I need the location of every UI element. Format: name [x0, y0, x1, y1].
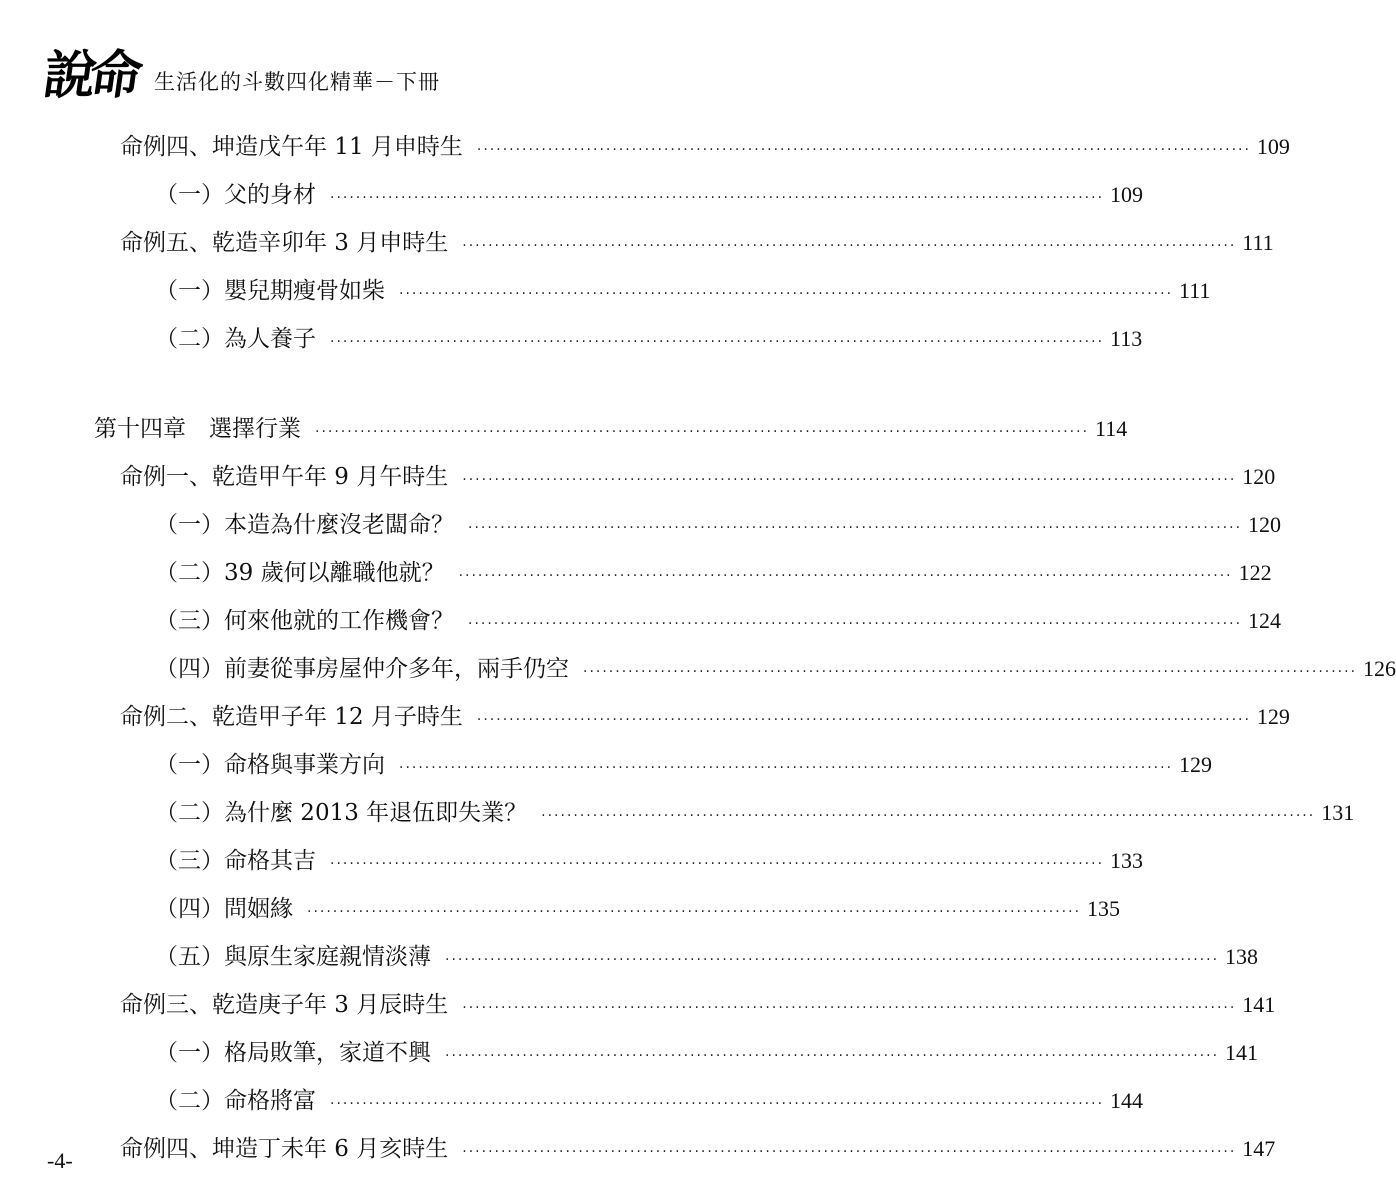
- toc-leader-dots: ························································································································: [468, 520, 1243, 536]
- toc-leader-dots: ························································································································: [445, 952, 1220, 968]
- toc-entry: [155, 650, 1396, 684]
- toc-entry-title: （三）何來他就的工作機會？: [155, 608, 454, 634]
- toc-entry-page: 135: [1087, 896, 1121, 921]
- toc-entry: [120, 698, 1290, 732]
- toc-entry-title: 命例四、坤造丁未年 6 月亥時生: [120, 1136, 449, 1162]
- toc-entry-title: （二）為人養子: [155, 326, 316, 352]
- page-header: [39, 22, 441, 106]
- toc-leader-dots: ························································································································: [476, 712, 1251, 728]
- toc-entry-page: 126: [1363, 656, 1396, 681]
- toc-leader-dots: ························································································································: [476, 142, 1251, 158]
- toc-entry-title: （四）前妻從事房屋仲介多年，兩手仍空: [155, 656, 569, 682]
- toc-entry: [155, 554, 1272, 588]
- toc-entry-title: （二）39 歲何以離職他就？: [155, 560, 445, 586]
- toc-leader-dots: ························································································································: [399, 286, 1174, 302]
- toc-entry: [155, 602, 1282, 636]
- toc-entry: [155, 938, 1259, 972]
- toc-leader-dots: ························································································································: [462, 1000, 1237, 1016]
- toc-entry-title: 命例五、乾造辛卯年 3 月申時生: [120, 230, 449, 256]
- toc-entry: [120, 128, 1290, 162]
- toc-entry-title: （四）問姻緣: [155, 896, 293, 922]
- toc-entry: [155, 506, 1282, 540]
- toc-entry-page: 109: [1110, 182, 1144, 207]
- toc-leader-dots: ························································································································: [399, 760, 1174, 776]
- toc-entry: [155, 746, 1213, 780]
- toc-leader-dots: ························································································································: [462, 472, 1237, 488]
- toc-entry-page: 109: [1256, 134, 1290, 159]
- toc-entry-page: 141: [1225, 1040, 1259, 1065]
- toc-entry-page: 129: [1256, 704, 1290, 729]
- toc-entry-page: 147: [1242, 1136, 1276, 1161]
- toc-entry: [94, 410, 1128, 444]
- toc-entry-title: （二）為什麼 2013 年退伍即失業？: [155, 800, 528, 826]
- toc-entry: [155, 890, 1121, 924]
- toc-entry-page: 133: [1110, 848, 1144, 873]
- toc-entry-title: （五）與原生家庭親情淡薄: [155, 944, 431, 970]
- toc-leader-dots: ························································································································: [445, 1048, 1220, 1064]
- toc-leader-dots: ························································································································: [330, 334, 1105, 350]
- toc-entry-title: （一）父的身材: [155, 182, 316, 208]
- toc-entry-title: （一）格局敗筆，家道不興: [155, 1040, 431, 1066]
- toc-entry-page: 122: [1238, 560, 1272, 585]
- toc-leader-dots: ························································································································: [583, 664, 1358, 680]
- toc-entry-page: 120: [1248, 512, 1282, 537]
- book-subtitle: 生活化的斗數四化精華－下冊: [154, 70, 441, 94]
- toc-leader-dots: ························································································································: [330, 856, 1105, 872]
- toc-entry-page: 141: [1242, 992, 1276, 1017]
- toc-entry-page: 114: [1095, 416, 1128, 441]
- toc-entry: [155, 794, 1355, 828]
- toc-leader-dots: ························································································································: [468, 616, 1243, 632]
- toc-entry-page: 111: [1242, 230, 1274, 255]
- toc-leader-dots: ························································································································: [315, 424, 1090, 440]
- toc-entry-page: 144: [1110, 1088, 1144, 1113]
- toc-entry: [120, 986, 1276, 1020]
- toc-entry: [120, 458, 1276, 492]
- toc-entry-title: （一）命格與事業方向: [155, 752, 385, 778]
- toc-leader-dots: ························································································································: [458, 568, 1233, 584]
- toc-entry-page: 113: [1110, 326, 1143, 351]
- book-logo: 說命: [39, 45, 141, 106]
- toc-entry-title: （二）命格將富: [155, 1088, 316, 1114]
- toc-leader-dots: ························································································································: [462, 238, 1237, 254]
- toc-entry: [155, 176, 1144, 210]
- toc-leader-dots: ························································································································: [330, 1096, 1105, 1112]
- toc-leader-dots: ························································································································: [307, 904, 1082, 920]
- toc-entry: [120, 1130, 1276, 1164]
- toc-entry-page: 124: [1248, 608, 1282, 633]
- toc-entry: [155, 842, 1144, 876]
- toc-entry-title: 命例四、坤造戊午年 11 月申時生: [120, 134, 463, 160]
- toc-entry-title: （三）命格其吉: [155, 848, 316, 874]
- toc-leader-dots: ························································································································: [330, 190, 1105, 206]
- toc-entry-page: 120: [1242, 464, 1276, 489]
- toc-entry-page: 131: [1321, 800, 1355, 825]
- toc-entry-title: 命例一、乾造甲午年 9 月午時生: [120, 464, 449, 490]
- toc-entry: [155, 272, 1211, 306]
- toc-leader-dots: ························································································································: [541, 808, 1316, 824]
- toc-entry-page: 138: [1225, 944, 1259, 969]
- toc-entry-title: （一）本造為什麼沒老闆命？: [155, 512, 454, 538]
- toc-entry: [120, 224, 1274, 258]
- page-number: -4-: [47, 1148, 73, 1173]
- toc-entry: [155, 1034, 1259, 1068]
- toc-entry-title: 第十四章 選擇行業: [94, 416, 301, 442]
- toc-entry-title: （一）嬰兒期瘦骨如柴: [155, 278, 385, 304]
- toc-entry-title: 命例二、乾造甲子年 12 月子時生: [120, 704, 463, 730]
- toc-entry: [155, 320, 1143, 354]
- toc-leader-dots: ························································································································: [462, 1144, 1237, 1160]
- toc-entry-page: 129: [1179, 752, 1213, 777]
- toc-entry: [155, 1082, 1144, 1116]
- toc-entry-page: 111: [1179, 278, 1211, 303]
- toc-entry-title: 命例三、乾造庚子年 3 月辰時生: [120, 992, 449, 1018]
